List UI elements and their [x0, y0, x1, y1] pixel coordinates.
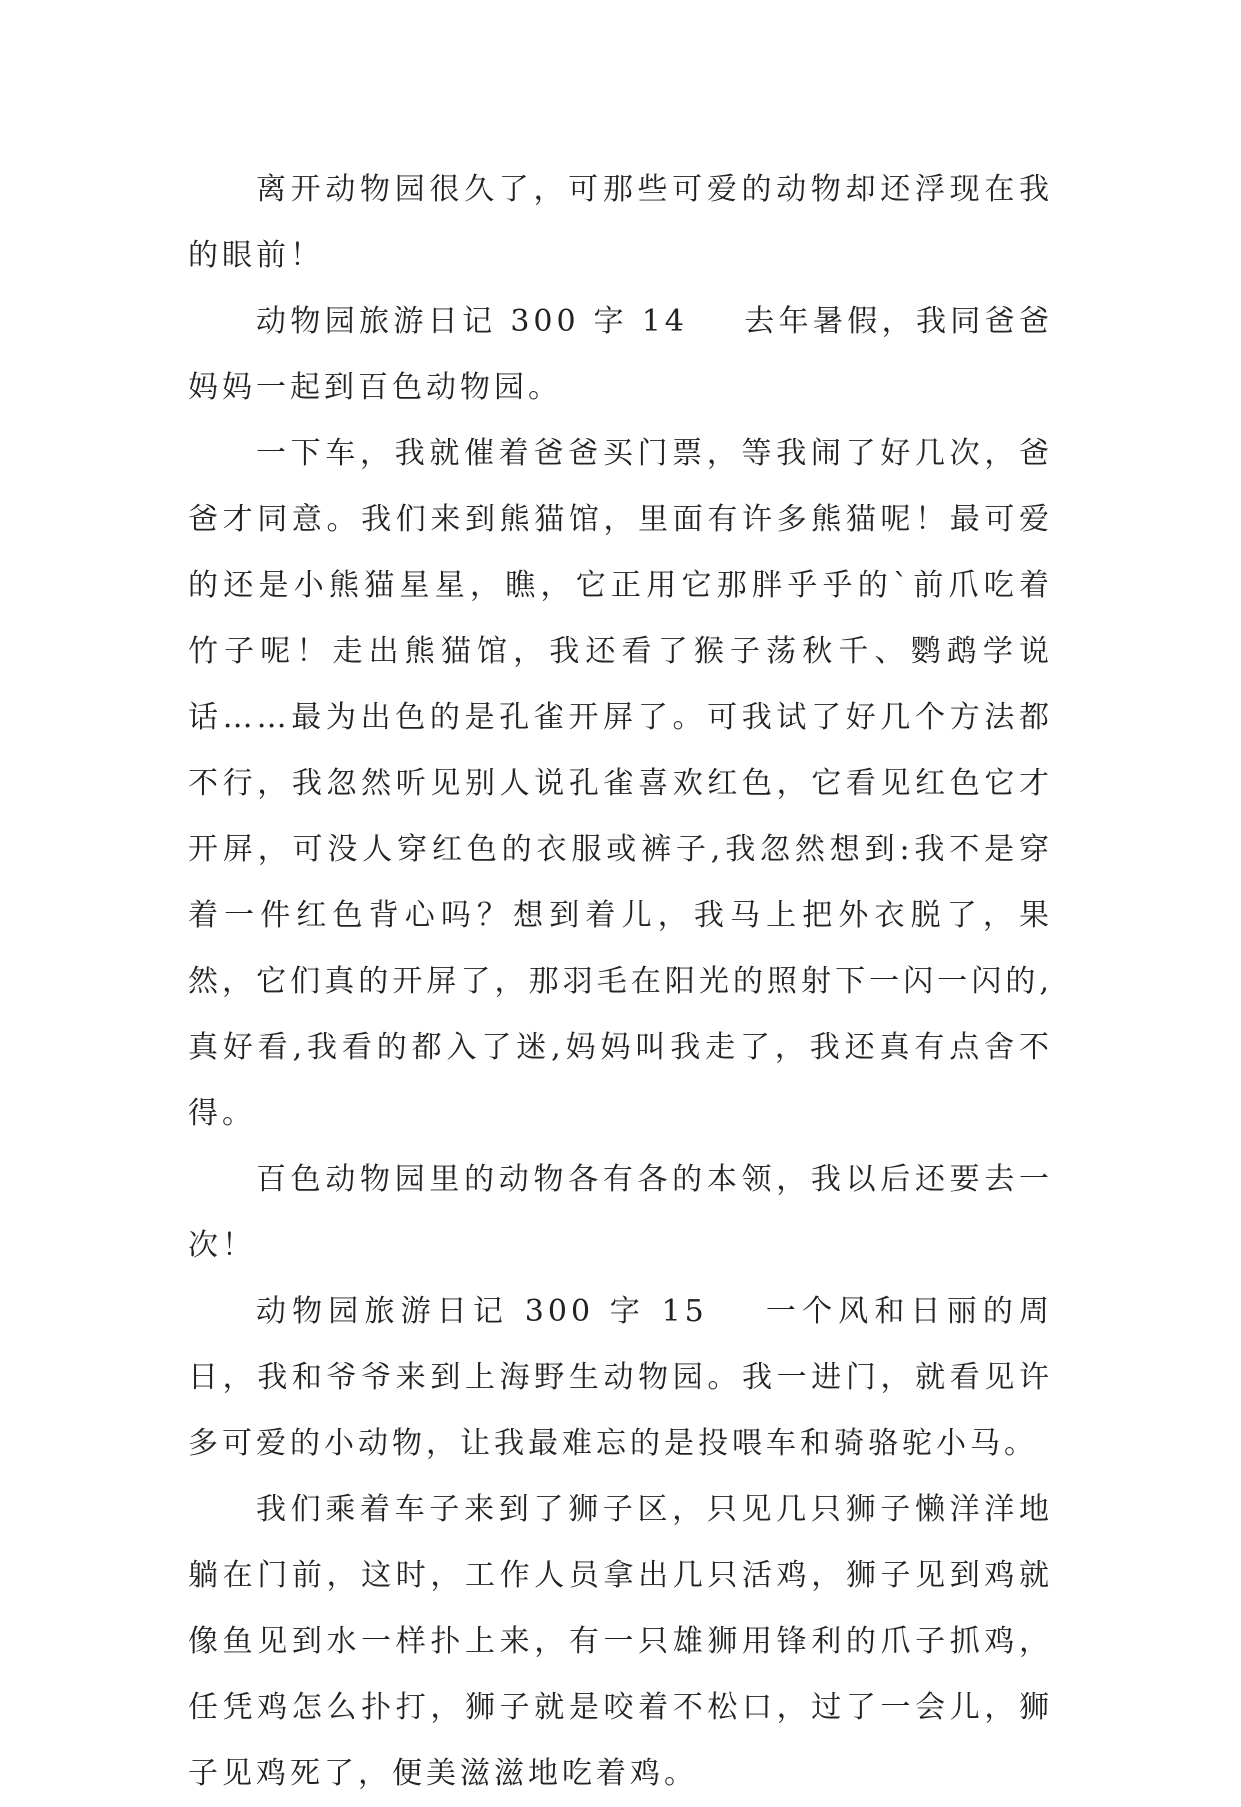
diary-entry-heading: 动物园旅游日记 300 字 15 [256, 1294, 708, 1329]
paragraph-text: 我们乘着车子来到了狮子区，只见几只狮子懒洋洋地躺在门前，这时，工作人员拿出几只活鸡，狮子见到鸡就像鱼见到水一样扑上来，有一只雄狮用锋利的爪子抓鸡，任凭鸡怎么扑打，狮子就是咬着不松口，过了一会儿，狮子见鸡死了，便美滋滋地吃着鸡。 [188, 1492, 1053, 1791]
diary-entry-heading: 动物园旅游日记 300 字 14 [256, 304, 688, 339]
paragraph-text: 离开动物园很久了，可那些可爱的动物却还浮现在我的眼前！ [188, 172, 1053, 273]
paragraph [188, 1147, 1053, 1279]
paragraph-text: 去年暑假，我同爸爸妈妈一起到百色动物园。 [188, 304, 1054, 405]
paragraph-text: 百色动物园里的动物各有各的本领，我以后还要去一次！ [188, 1162, 1053, 1263]
paragraph-text: 一下车，我就催着爸爸买门票，等我闹了好几次，爸爸才同意。我们来到熊猫馆，里面有许多熊猫呢！最可爱的还是小熊猫星星，瞧，它正用它那胖乎乎的`前爪吃着竹子呢！走出熊猫馆，我还看了猴子荡秋千、鹦鹉学说话……最为出色的是孔雀开屏了。可我试了好几个方法都不行，我忽然听见别人说孔雀喜欢红色，它看见红色它才开屏，可没人穿红色的衣服或裤子,我忽然想到:我不是穿着一件红色背心吗？想到着儿，我马上把外衣脱了，果然，它们真的开屏了，那羽毛在阳光的照射下一闪一闪的,真好看,我看的都入了迷,妈妈叫我走了，我还真有点舍不得。 [188, 436, 1053, 1131]
paragraph [188, 1477, 1053, 1807]
paragraph [188, 1279, 1053, 1477]
paragraph [188, 289, 1053, 421]
paragraph [188, 157, 1053, 289]
document-body [188, 157, 1053, 1807]
paragraph-text: 一个风和日丽的周日，我和爷爷来到上海野生动物园。我一进门，就看见许多可爱的小动物，让我最难忘的是投喂车和骑骆驼小马。 [188, 1294, 1054, 1461]
paragraph [188, 421, 1053, 1147]
